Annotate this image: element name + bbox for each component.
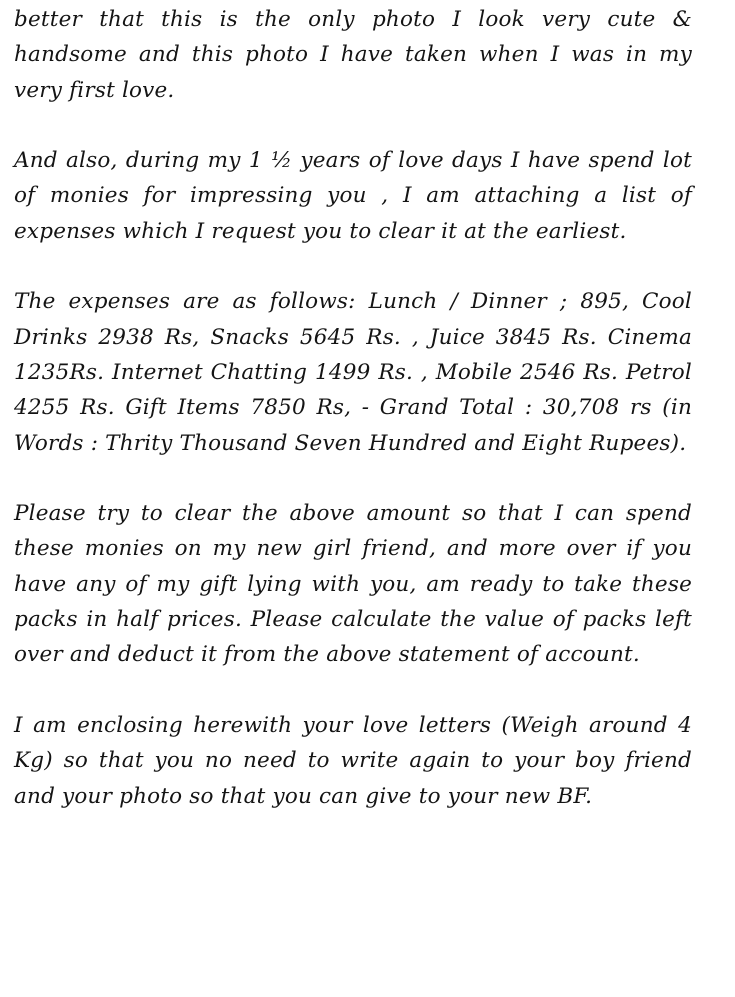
paragraph-expenses-list: The expenses are as follows: Lunch / Dinner ; 895, Cool Drinks 2938 Rs, Snacks 5645 Rs. , Juice 3845 Rs. Cinema 1235Rs. Internet Chatting 1499 Rs. , Mobile 2546 Rs. Petrol 4255 Rs. Gift Items 7850 Rs, - Grand Total : 30,708 rs (in Words : Thrity Thousand Seven Hundred and Eight Rupees). <box>14 289 692 456</box>
paragraph-clear-amount: Please try to clear the above amount so that I can spend these monies on my new girl friend, and more over if you have any of my gift lying with you, am ready to take these packs in half prices. Please calculate the value of packs left over and deduct it from the above statement of account. <box>14 501 692 668</box>
letter-body <box>14 2 692 814</box>
paragraph-enclosing-letters: I am enclosing herewith your love letters (Weigh around 4 Kg) so that you no need to write again to your boy friend and your photo so that you can give to your new BF. <box>14 712 692 809</box>
paragraph-photo: better that this is the only photo I look very cute & handsome and this photo I have taken when I was in my very first love. <box>14 7 692 103</box>
paragraph-monies-spent: And also, during my 1 ½ years of love days I have spend lot of monies for impressing you , I am attaching a list of expenses which I request you to clear it at the earliest. <box>14 148 692 244</box>
